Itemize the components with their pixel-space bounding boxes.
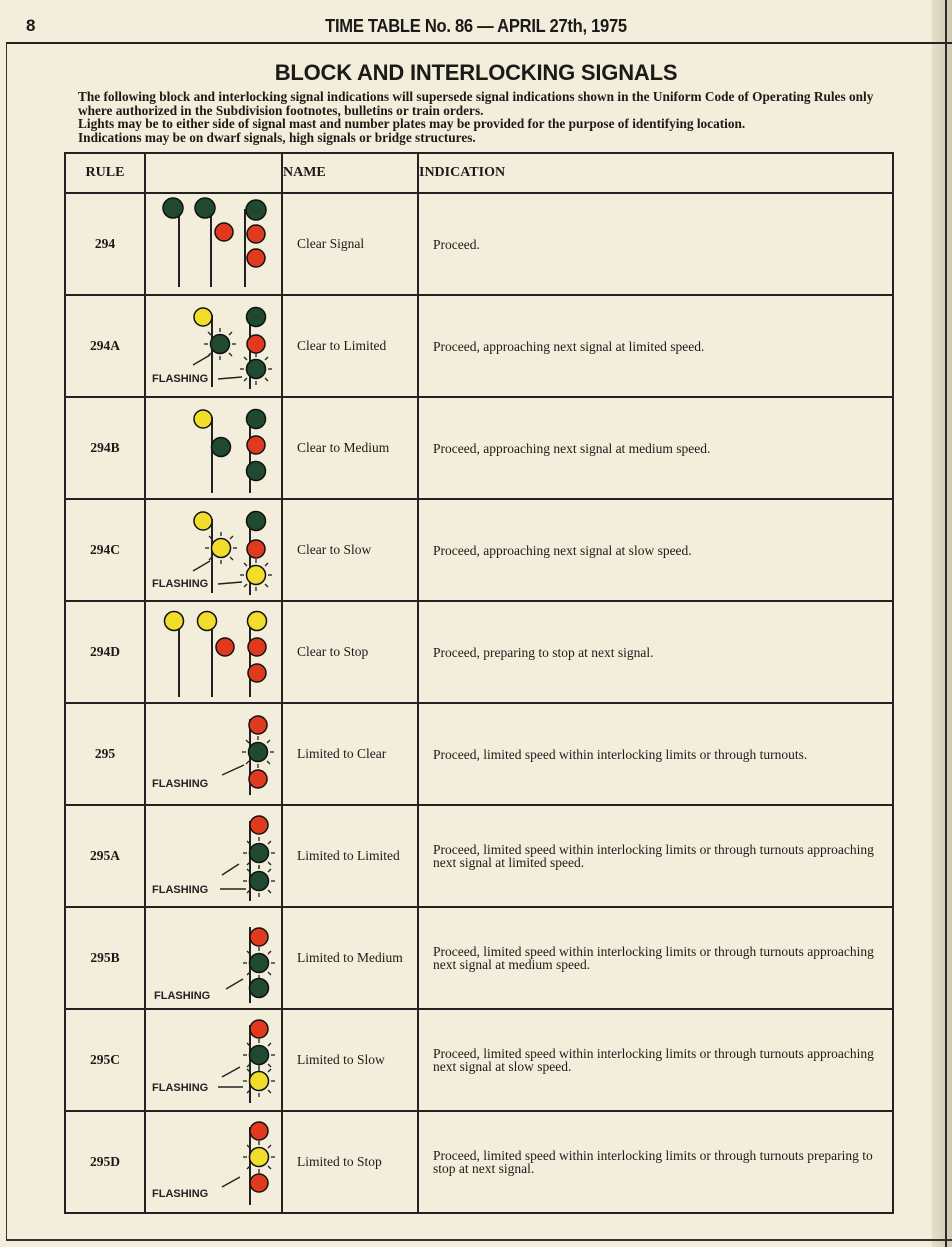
table-row xyxy=(65,397,893,499)
table-row xyxy=(65,1111,893,1213)
signal-aspect-diagram xyxy=(145,295,282,397)
signal-indication: Proceed, limited speed within interlocking limits or through turnouts approaching next signal at slow speed. xyxy=(418,1009,893,1111)
column-header-name: NAME xyxy=(282,153,418,193)
running-header: TIME TABLE No. 86 — APRIL 27th, 1975 xyxy=(325,16,627,36)
signal-lights-icon xyxy=(146,603,281,701)
table-row xyxy=(65,703,893,805)
rule-number: 295C xyxy=(65,1009,145,1111)
signal-indication: Proceed. xyxy=(418,193,893,295)
signal-name: Clear to Stop xyxy=(282,601,418,703)
page-number: 8 xyxy=(26,16,36,35)
intro-paragraph: The following block and interlocking signal indications will supersede signal indications shown in the Uniform Code of Operating Rules only where authorized in the Subdivision footnotes, bulletins or train orders. xyxy=(78,89,874,118)
signal-lights-icon xyxy=(146,399,281,497)
signal-lights-icon xyxy=(146,807,281,905)
signal-name: Limited to Limited xyxy=(282,805,418,907)
signal-name: Clear to Limited xyxy=(282,295,418,397)
rule-number: 294D xyxy=(65,601,145,703)
rule-number: 295 xyxy=(65,703,145,805)
signal-indication: Proceed, limited speed within interlocking limits or through turnouts approaching next signal at limited speed. xyxy=(418,805,893,907)
rule-number: 295D xyxy=(65,1111,145,1213)
rule-number: 294C xyxy=(65,499,145,601)
signal-indication: Proceed, approaching next signal at slow speed. xyxy=(418,499,893,601)
signal-name: Limited to Stop xyxy=(282,1111,418,1213)
column-header-rule: RULE xyxy=(65,153,145,193)
rule-number: 295B xyxy=(65,907,145,1009)
table-row xyxy=(65,805,893,907)
signal-indication: Proceed, limited speed within interlocking limits or through turnouts. xyxy=(418,703,893,805)
flashing-label: FLASHING xyxy=(152,778,209,790)
flashing-label: FLASHING xyxy=(154,990,211,1002)
signal-indication: Proceed, limited speed within interlocking limits or through turnouts approaching next signal at medium speed. xyxy=(418,907,893,1009)
flashing-label: FLASHING xyxy=(152,884,209,896)
signal-aspect-diagram xyxy=(145,907,282,1009)
signal-aspect-diagram xyxy=(145,805,282,907)
signal-aspect-diagram xyxy=(145,499,282,601)
flashing-label: FLASHING xyxy=(152,1188,209,1200)
signal-indication: Proceed, preparing to stop at next signal. xyxy=(418,601,893,703)
flashing-label: FLASHING xyxy=(152,578,209,590)
section-title: BLOCK AND INTERLOCKING SIGNALS xyxy=(274,60,678,85)
signal-lights-icon xyxy=(146,705,281,803)
signal-table xyxy=(64,152,894,1214)
rule-number: 294 xyxy=(65,193,145,295)
rule-number: 295A xyxy=(65,805,145,907)
intro-paragraph: Lights may be to either side of signal mast and number plates may be provided for the purpose of identifying location. xyxy=(78,116,746,131)
signal-aspect-diagram xyxy=(145,1111,282,1213)
flashing-label: FLASHING xyxy=(152,1082,209,1094)
signal-aspect-diagram xyxy=(145,397,282,499)
signal-aspect-diagram xyxy=(145,1009,282,1111)
signal-indication: Proceed, approaching next signal at medium speed. xyxy=(418,397,893,499)
signal-name: Clear Signal xyxy=(282,193,418,295)
signal-aspect-diagram xyxy=(145,601,282,703)
signal-name: Limited to Clear xyxy=(282,703,418,805)
signal-name: Limited to Slow xyxy=(282,1009,418,1111)
table-header-row xyxy=(65,153,893,193)
signal-lights-icon xyxy=(146,297,281,395)
signal-indication: Proceed, limited speed within interlocking limits or through turnouts preparing to stop at next signal. xyxy=(418,1111,893,1213)
rule-number: 294A xyxy=(65,295,145,397)
intro-text xyxy=(78,90,898,144)
flashing-label: FLASHING xyxy=(152,373,209,385)
table-row xyxy=(65,295,893,397)
signal-name: Clear to Slow xyxy=(282,499,418,601)
signal-lights-icon xyxy=(146,1011,281,1109)
column-header-appearance xyxy=(145,153,282,193)
intro-paragraph: Indications may be on dwarf signals, high signals or bridge structures. xyxy=(78,129,476,145)
signal-lights-icon xyxy=(146,195,281,293)
signal-aspect-diagram xyxy=(145,703,282,805)
table-row xyxy=(65,601,893,703)
table-row xyxy=(65,499,893,601)
signal-lights-icon xyxy=(146,1113,281,1211)
column-header-indication: INDICATION xyxy=(418,153,893,193)
table-row xyxy=(65,1009,893,1111)
table-row xyxy=(65,907,893,1009)
signal-lights-icon xyxy=(146,501,281,599)
signal-lights-icon xyxy=(146,909,281,1007)
signal-name: Clear to Medium xyxy=(282,397,418,499)
signal-name: Limited to Medium xyxy=(282,907,418,1009)
rule-number: 294B xyxy=(65,397,145,499)
signal-aspect-diagram xyxy=(145,193,282,295)
signal-indication: Proceed, approaching next signal at limited speed. xyxy=(418,295,893,397)
table-row xyxy=(65,193,893,295)
page-edge xyxy=(945,0,947,1247)
